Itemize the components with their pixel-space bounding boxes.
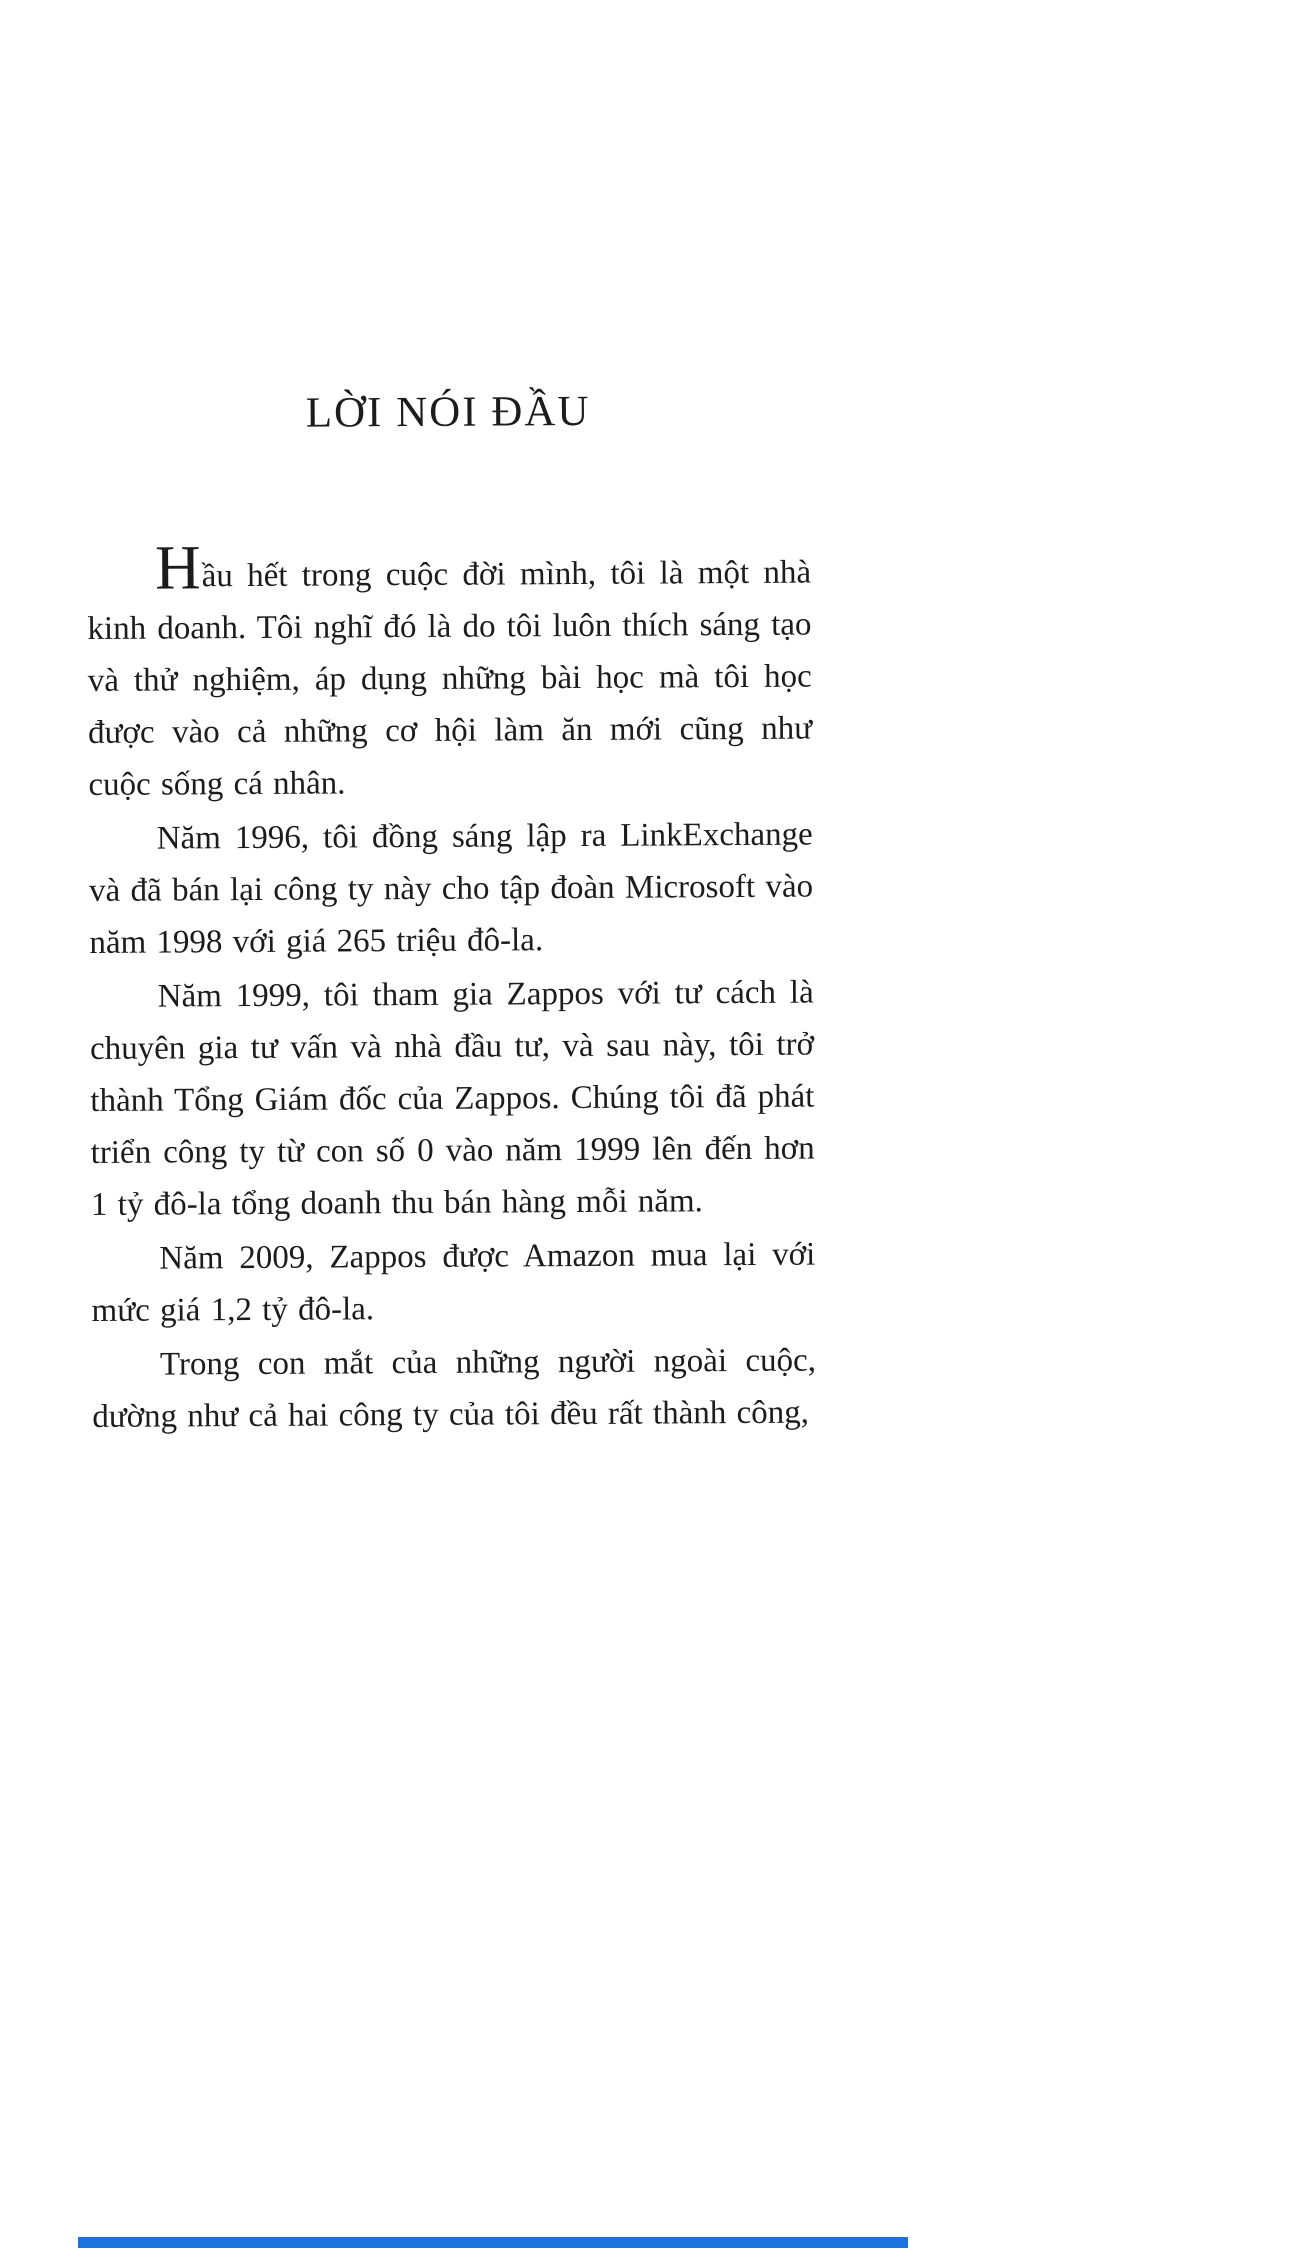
dropcap-initial: H xyxy=(154,532,202,603)
paragraph: Trong con mắt của những người ngoài cuộc, dường như cả hai công ty của tôi đều rất thành công, xyxy=(92,1342,817,1435)
paragraph-text: ầu hết trong cuộc đời mình, tôi là một nhà kinh doanh. Tôi nghĩ đó là do tôi luôn thích sáng tạo và thử nghiệm, áp dụng những bài học mà tôi học được vào cả những cơ hội làm ăn mới cũng như cuộc sống cá nhân. xyxy=(87,554,813,803)
chapter-title: LỜI NÓI ĐẦU xyxy=(305,387,591,437)
text-block xyxy=(86,386,816,1443)
body-text xyxy=(87,532,817,1443)
paragraph: Năm 1999, tôi tham gia Zappos với tư cách là chuyên gia tư vấn và nhà đầu tư, và sau này, tôi trở thành Tổng Giám đốc của Zappos. Chúng tôi đã phát triển công ty từ con số 0 vào năm 1999 lên đến hơn 1 tỷ đô-la tổng doanh thu bán hàng mỗi năm. xyxy=(89,974,815,1223)
paragraph: Năm 1996, tôi đồng sáng lập ra LinkExchange và đã bán lại công ty này cho tập đoàn Microsoft vào năm 1998 với giá 265 triệu đô-la. xyxy=(88,816,814,961)
paragraph xyxy=(87,532,813,811)
paragraph: Năm 2009, Zappos được Amazon mua lại với mức giá 1,2 tỷ đô-la. xyxy=(91,1236,816,1329)
page-edge-blue-bar xyxy=(78,2237,908,2248)
